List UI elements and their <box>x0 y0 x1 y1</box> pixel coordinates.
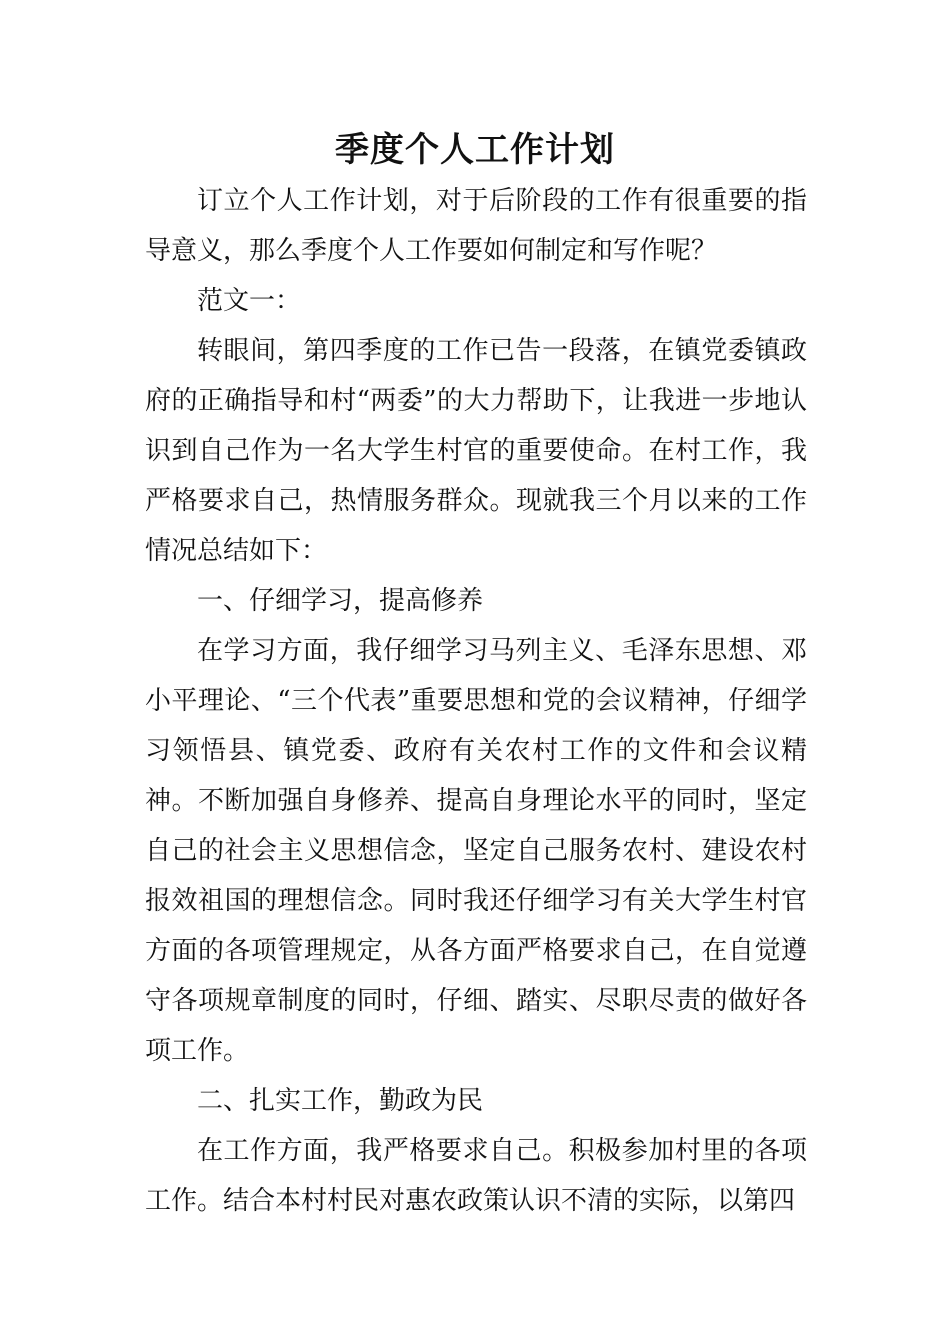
section-heading-study: 一、仔细学习，提高修养 <box>197 586 484 616</box>
paragraph-intro: 订立个人工作计划，对于后阶段的工作有很重要的指导意义，那么季度个人工作要如何制定和写作呢？ <box>145 186 807 266</box>
paragraph-study: 在学习方面，我仔细学习马列主义、毛泽东思想、邓小平理论、“三个代表”重要思想和党的会议精神，仔细学习领悟县、镇党委、政府有关农村工作的文件和会议精神。不断加强自身修养、提高自身理论水平的同时，坚定自己的社会主义思想信念，坚定自己服务农村、建设农村报效祖国的理想信念。同时我还仔细学习有关大学生村官方面的各项管理规定，从各方面严格要求自己，在自觉遵守各项规章制度的同时，仔细、踏实、尽职尽责的做好各项工作。 <box>145 636 807 1066</box>
document-body <box>145 176 807 1226</box>
paragraph-opening: 转眼间，第四季度的工作已告一段落，在镇党委镇政府的正确指导和村“两委”的大力帮助下，让我进一步地认识到自己作为一名大学生村官的重要使命。在村工作，我严格要求自己，热情服务群众。现就我三个月以来的工作情况总结如下： <box>145 336 807 566</box>
document-title: 季度个人工作计划 <box>335 130 615 170</box>
section-heading-work: 二、扎实工作，勤政为民 <box>197 1086 484 1116</box>
paragraph-sample-label: 范文一： <box>197 286 302 316</box>
paragraph-work: 在工作方面，我严格要求自己。积极参加村里的各项工作。结合本村村民对惠农政策认识不清的实际，以第四 <box>145 1136 807 1216</box>
